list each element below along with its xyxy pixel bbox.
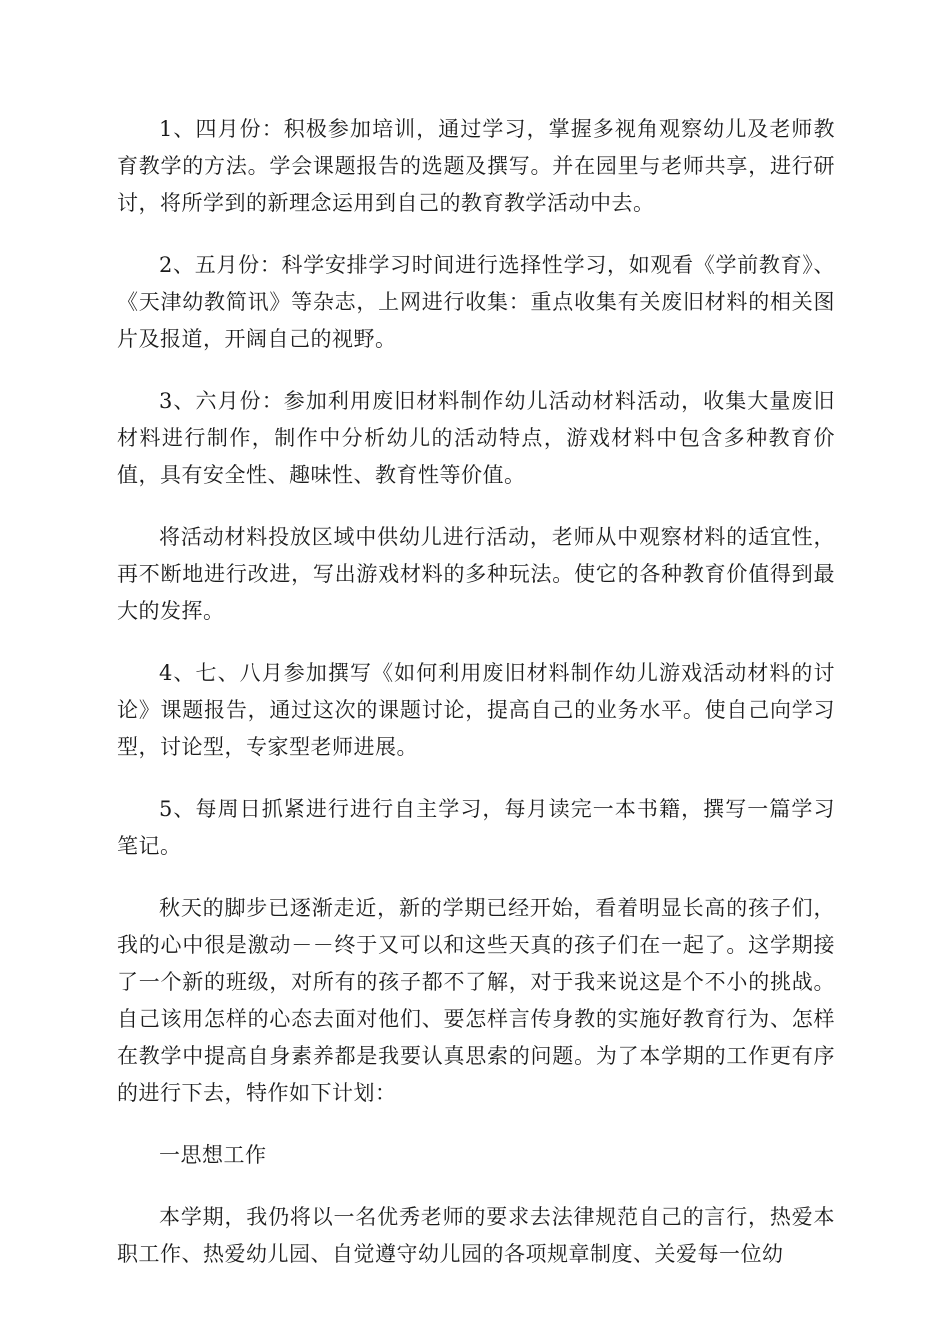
paragraph-may: 2、五月份：科学安排学习时间进行选择性学习，如观看《学前教育》、《天津幼教简讯》等杂志，上网进行收集：重点收集有关废旧材料的相关图片及报道，开阔自己的视野。 [117, 253, 835, 351]
paragraph-weekly-study: 5、每周日抓紧进行进行自主学习，每月读完一本书籍，撰写一篇学习笔记。 [117, 797, 835, 858]
document-body [117, 111, 835, 1298]
paragraph-july-august: 4、七、八月参加撰写《如何利用废旧材料制作幼儿游戏活动材料的讨论》课题报告，通过这次的课题讨论，提高自己的业务水平。使自己向学习型，讨论型，专家型老师进展。 [117, 661, 835, 759]
paragraph-ideology: 本学期，我仍将以一名优秀老师的要求去法律规范自己的言行，热爱本职工作、热爱幼儿园、自觉遵守幼儿园的各项规章制度、关爱每一位幼 [117, 1205, 835, 1266]
section-heading: 一思想工作 [159, 1143, 267, 1167]
paragraph-june: 3、六月份：参加利用废旧材料制作幼儿活动材料活动，收集大量废旧材料进行制作，制作中分析幼儿的活动特点，游戏材料中包含多种教育价值，具有安全性、趣味性、教育性等价值。 [117, 389, 835, 487]
paragraph-april: 1、四月份：积极参加培训，通过学习，掌握多视角观察幼儿及老师教育教学的方法。学会课题报告的选题及撰写。并在园里与老师共享，进行研讨，将所学到的新理念运用到自己的教育教学活动中去。 [117, 117, 835, 215]
paragraph-materials: 将活动材料投放区域中供幼儿进行活动，老师从中观察材料的适宜性，再不断地进行改进，写出游戏材料的多种玩法。使它的各种教育价值得到最大的发挥。 [117, 525, 835, 623]
paragraph-autumn-intro: 秋天的脚步已逐渐走近，新的学期已经开始，看着明显长高的孩子们，我的心中很是激动－－终于又可以和这些天真的孩子们在一起了。这学期接了一个新的班级，对所有的孩子都不了解，对于我来说这是个不小的挑战。自己该用怎样的心态去面对他们、要怎样言传身教的实施好教育行为、怎样在教学中提高自身素养都是我要认真思索的问题。为了本学期的工作更有序的进行下去，特作如下计划： [117, 896, 835, 1105]
